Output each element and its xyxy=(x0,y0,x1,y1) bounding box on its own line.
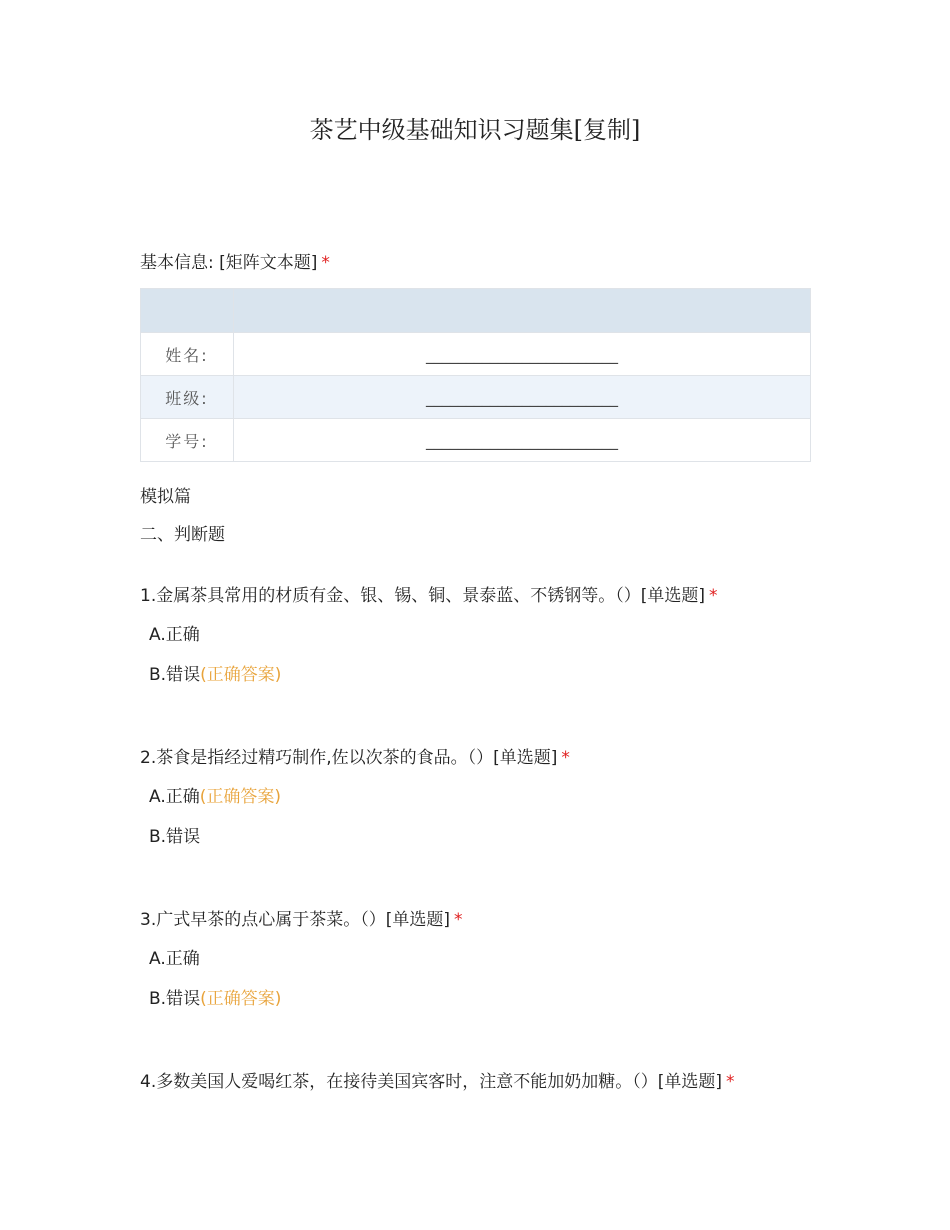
option-a[interactable] xyxy=(149,622,812,648)
option-label: A.正确 xyxy=(149,787,200,807)
question-text: 4.多数美国人爱喝红茶，在接待美国宾客时，注意不能加奶加糖。（）[单选题] xyxy=(140,1072,722,1092)
question-text: 1.金属茶具常用的材质有金、银、锡、铜、景泰蓝、不锈钢等。（）[单选题] xyxy=(140,586,705,606)
correct-answer-tag: (正确答案) xyxy=(199,787,281,807)
option-b[interactable] xyxy=(149,986,812,1012)
section-subheading: 二、判断题 xyxy=(140,525,225,545)
matrix-row-student-id xyxy=(141,419,811,462)
section-heading: 模拟篇 xyxy=(140,487,191,507)
row-label-student-id: 学号: xyxy=(141,419,234,462)
question-block xyxy=(140,905,812,1012)
class-input[interactable]: ________________________ xyxy=(234,376,811,419)
question-block xyxy=(140,1067,812,1092)
option-label: B.错误 xyxy=(149,665,201,685)
option-label: A.正确 xyxy=(149,625,200,645)
matrix-row-class xyxy=(141,376,811,419)
row-label-class: 班级: xyxy=(141,376,234,419)
option-label: B.错误 xyxy=(149,827,201,847)
option-a[interactable] xyxy=(149,946,812,972)
required-mark: * xyxy=(561,748,570,768)
question-block xyxy=(140,581,812,688)
required-mark: * xyxy=(708,586,718,606)
option-label: A.正确 xyxy=(149,949,200,969)
question-title xyxy=(140,1067,812,1092)
required-mark: * xyxy=(453,910,463,930)
question-title xyxy=(140,743,812,768)
matrix-row-name xyxy=(141,333,811,376)
basic-info-title xyxy=(140,250,812,276)
correct-answer-tag: (正确答案) xyxy=(200,665,282,685)
basic-info-matrix xyxy=(140,288,811,462)
row-label-name: 姓名: xyxy=(141,333,234,376)
student-id-input[interactable]: ________________________ xyxy=(234,419,811,462)
basic-info-label: 基本信息: [矩阵文本题] xyxy=(140,253,318,273)
survey-content xyxy=(140,250,812,1092)
question-text: 2.茶食是指经过精巧制作,佐以次茶的食品。（）[单选题] xyxy=(140,748,558,768)
correct-answer-tag: (正确答案) xyxy=(200,989,282,1009)
question-text: 3.广式早茶的点心属于茶菜。（）[单选题] xyxy=(140,910,450,930)
required-mark: * xyxy=(321,253,330,273)
name-input[interactable]: ________________________ xyxy=(234,333,811,376)
question-block xyxy=(140,743,812,850)
page-title: 茶艺中级基础知识习题集[复制] xyxy=(309,116,641,144)
required-mark: * xyxy=(725,1072,735,1092)
option-label: B.错误 xyxy=(149,989,201,1009)
question-title xyxy=(140,905,812,930)
option-b[interactable] xyxy=(149,662,812,688)
option-b[interactable] xyxy=(149,824,812,850)
matrix-header-row xyxy=(141,289,811,333)
question-title xyxy=(140,581,812,606)
option-a[interactable] xyxy=(149,784,812,810)
